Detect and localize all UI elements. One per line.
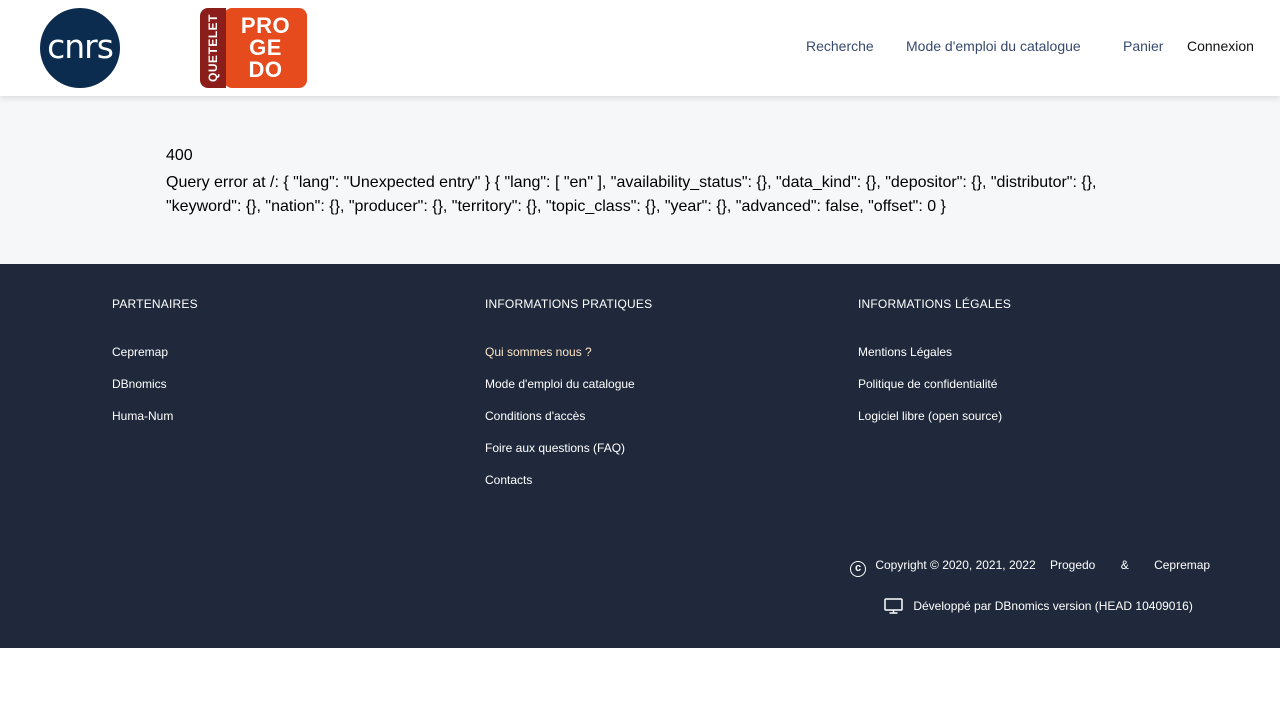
- progedo-logo-side: [200, 8, 226, 88]
- footer-link-open-source[interactable]: Logiciel libre (open source): [858, 409, 1003, 423]
- footer-link-privacy-policy[interactable]: Politique de confidentialité: [858, 377, 998, 391]
- progedo-logo-side-text: QUETELET: [206, 13, 220, 83]
- footer-link-guide[interactable]: Mode d'emploi du catalogue: [485, 377, 635, 391]
- copyright-icon: c: [850, 561, 866, 577]
- developed-by-row: [884, 598, 1193, 614]
- nav-guide-link[interactable]: Mode d'emploi du catalogue: [906, 38, 1081, 54]
- footer-link-legal-notice[interactable]: Mentions Légales: [858, 345, 953, 359]
- nav-login-link[interactable]: Connexion: [1187, 38, 1254, 54]
- progedo-logo[interactable]: [200, 8, 307, 88]
- footer-link-about[interactable]: Qui sommes nous ?: [485, 345, 592, 359]
- footer-link-dbnomics[interactable]: DBnomics: [112, 377, 167, 391]
- footer-link-huma-num[interactable]: Huma-Num: [112, 409, 174, 423]
- copyright-row: [850, 558, 1210, 577]
- error-message: Query error at /: { "lang": "Unexpected entry" } { "lang": [ "en" ], "availability_status": {}, "data_kind": {}, "depositor": {}, "distributor": {}, "keyword": {}, "nation": {}, "producer": {}, "territory": {}, "topic_class": {}, "year": {}, "advanced": false, "offset": 0 }: [166, 174, 1097, 215]
- error-status-code: 400: [166, 147, 193, 164]
- monitor-icon: [884, 598, 903, 614]
- copyright-text: Copyright © 2020, 2021, 2022: [875, 558, 1036, 572]
- site-header: [0, 0, 1280, 96]
- footer-link-faq[interactable]: Foire aux questions (FAQ): [485, 441, 626, 455]
- partners-title: PARTENAIRES: [112, 297, 198, 311]
- copyright-cepremap-link[interactable]: Cepremap: [1154, 558, 1211, 572]
- nav-search-link[interactable]: Recherche: [806, 38, 874, 54]
- footer-link-contacts[interactable]: Contacts: [485, 473, 533, 487]
- error-section: [0, 96, 1280, 264]
- progedo-logo-main: [224, 8, 307, 88]
- progedo-logo-line: DO: [248, 57, 283, 82]
- copyright-ampersand: &: [1120, 558, 1129, 572]
- footer-link-cepremap[interactable]: Cepremap: [112, 345, 169, 359]
- developed-by-link[interactable]: Développé par DBnomics version (HEAD 10409016): [913, 599, 1193, 613]
- legal-info-title: INFORMATIONS LÉGALES: [858, 297, 1012, 311]
- progedo-logo-line: PRO: [240, 13, 291, 38]
- cnrs-logo[interactable]: [40, 8, 120, 88]
- footer-link-access-conditions[interactable]: Conditions d'accès: [485, 409, 586, 423]
- cnrs-logo-text: cnrs: [47, 26, 113, 66]
- nav-cart-link[interactable]: Panier: [1123, 38, 1164, 54]
- practical-info-title: INFORMATIONS PRATIQUES: [485, 297, 653, 311]
- progedo-logo-line: GE: [249, 35, 282, 60]
- copyright-progedo-link[interactable]: Progedo: [1049, 558, 1096, 572]
- site-footer: [0, 264, 1280, 648]
